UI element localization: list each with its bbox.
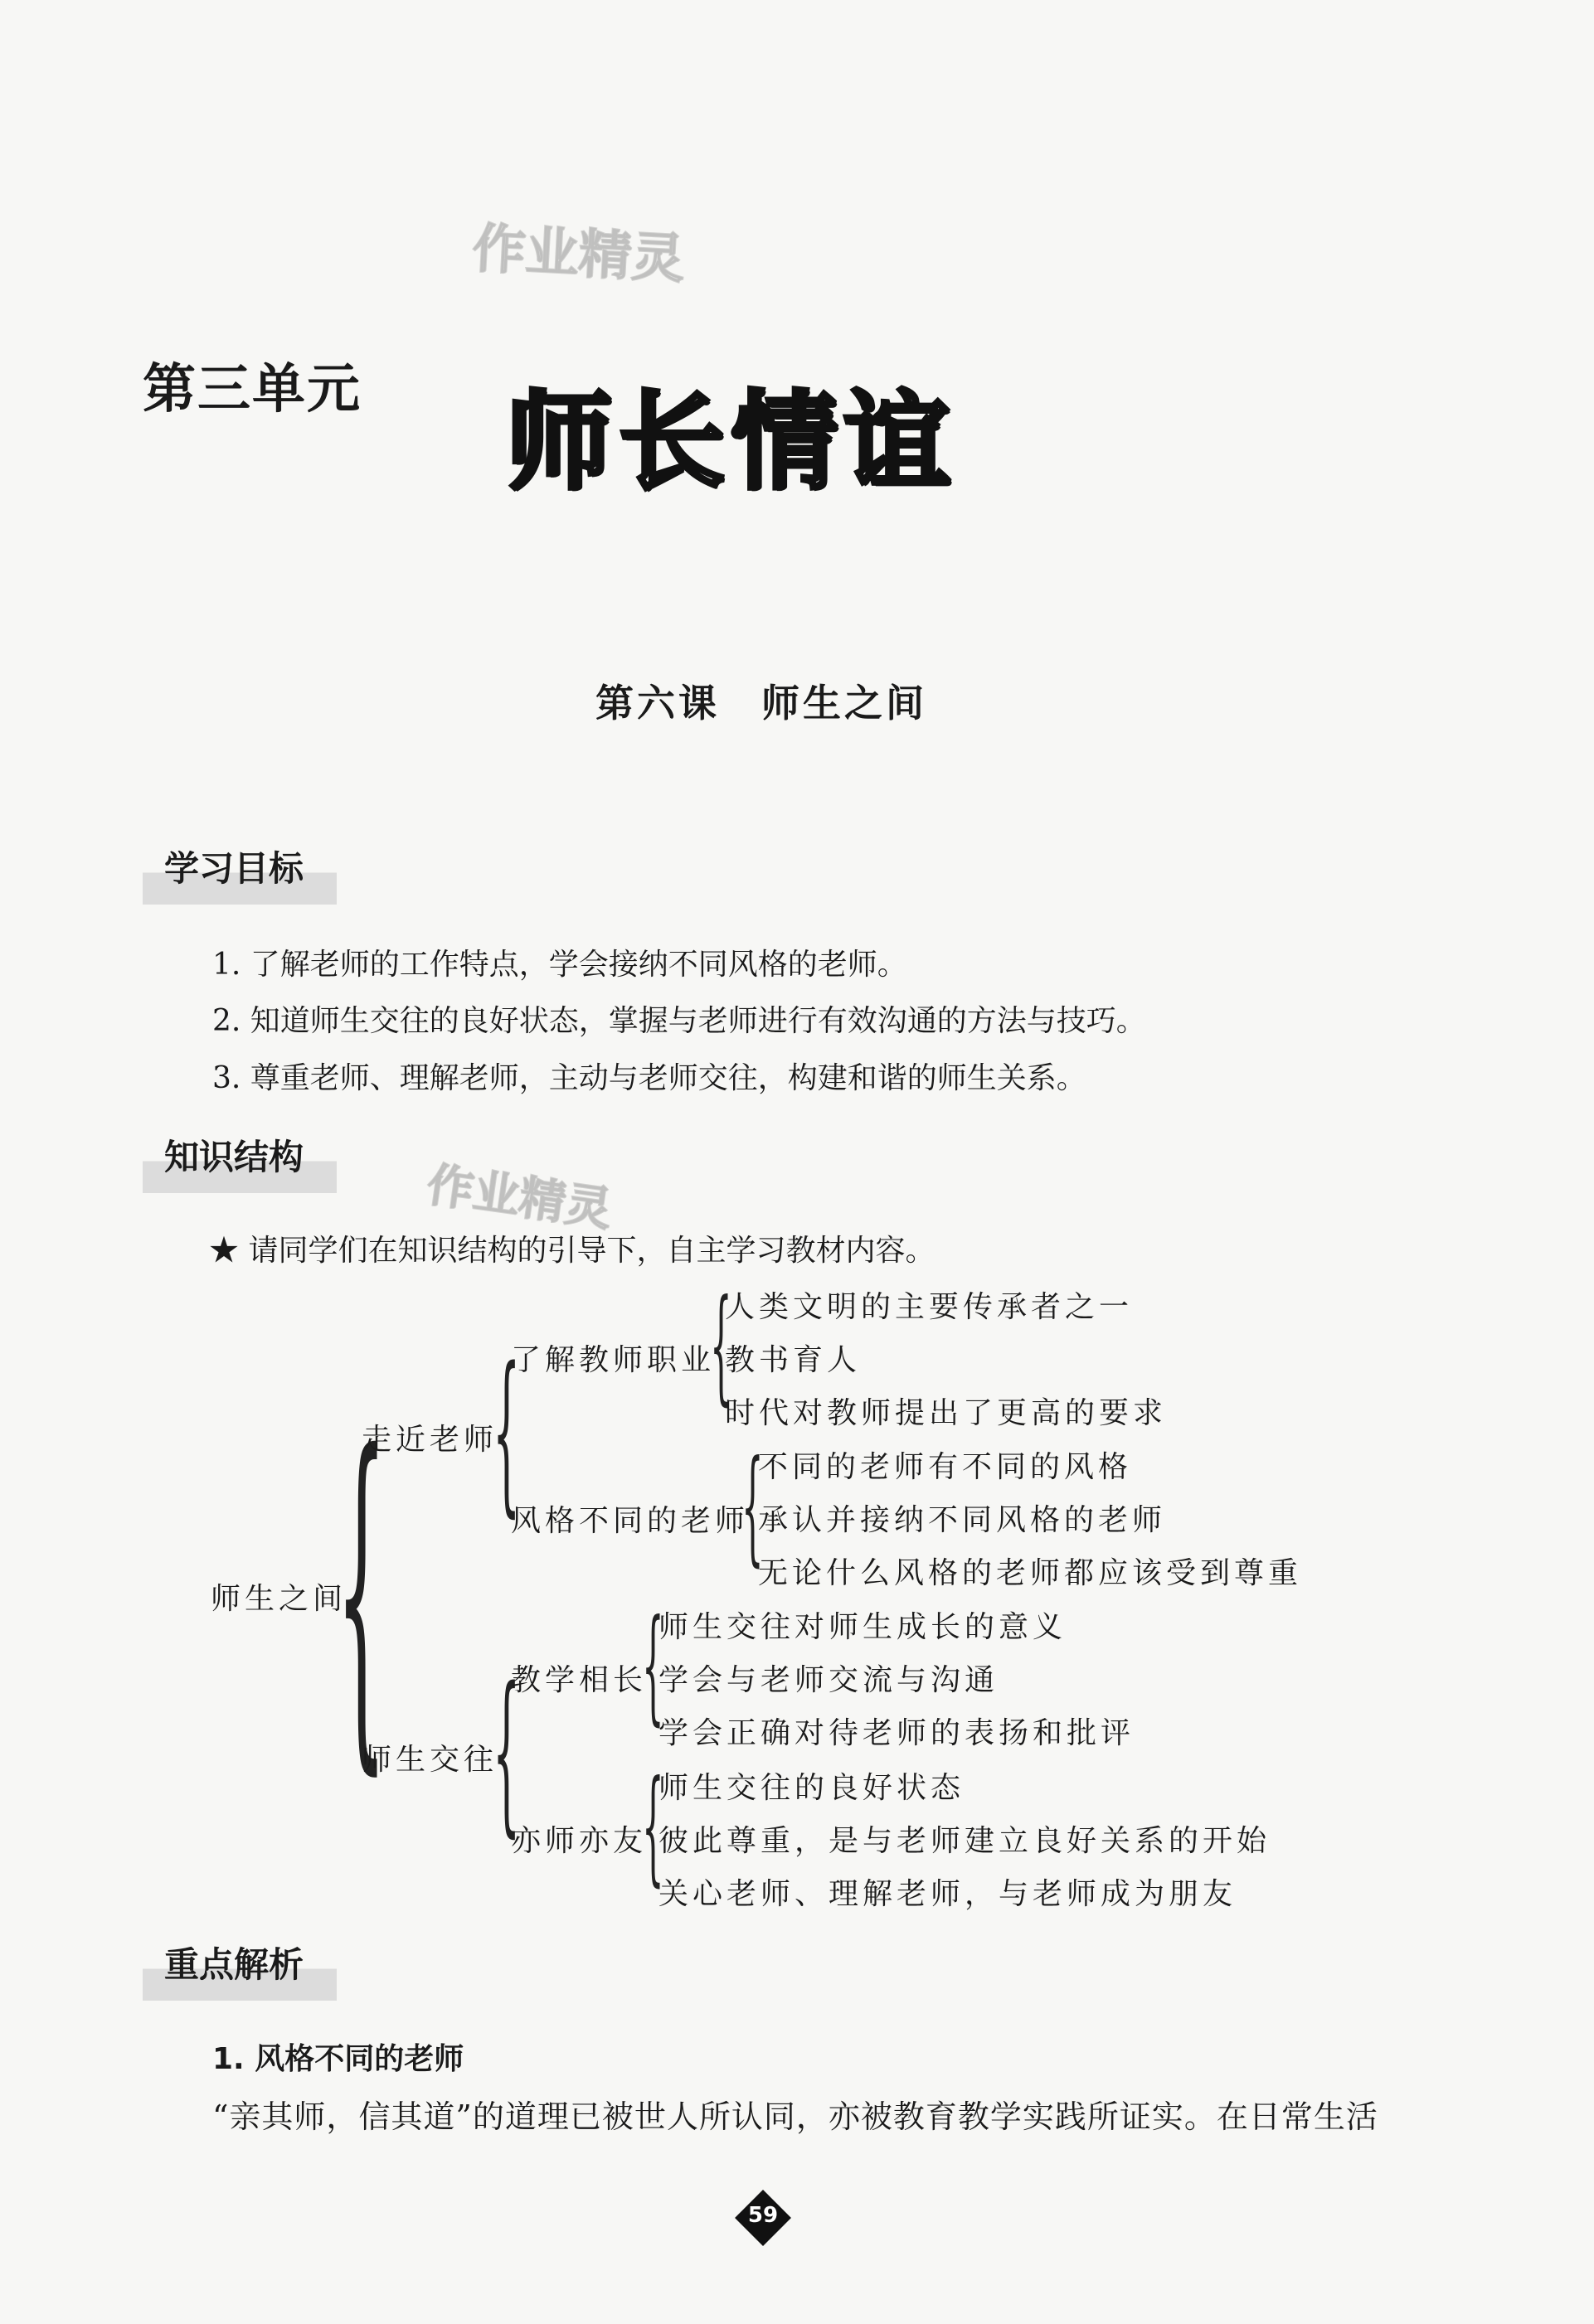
brace: { [710, 1274, 732, 1418]
brace: { [336, 1380, 387, 1804]
mind-leaf: 学会与老师交流与沟通 [658, 1663, 999, 1697]
lesson-title: 第六课 师生之间 [595, 681, 927, 725]
mind-leaf: 师生交往对师生成长的意义 [658, 1610, 1067, 1644]
brace: { [642, 1754, 664, 1899]
mind-leaf: 时代对教师提出了更高的要求 [725, 1396, 1168, 1430]
section-heading-goals: 学习目标 [143, 833, 337, 905]
unit-title: 师长情谊 [506, 381, 958, 504]
brace: { [741, 1434, 764, 1579]
mind-node: 教学相长 [511, 1663, 648, 1697]
goal-item: 1. 了解老师的工作特点，学会接纳不同风格的老师。 [212, 948, 907, 982]
watermark: 作业精灵 [423, 1157, 615, 1238]
mind-leaf: 无论什么风格的老师都应该受到尊重 [758, 1556, 1303, 1590]
section-heading-analysis: 重点解析 [143, 1929, 337, 2001]
mind-node: 风格不同的老师 [511, 1504, 750, 1538]
analysis-subheading: 1. 风格不同的老师 [212, 2042, 464, 2076]
page-number-badge [736, 2191, 790, 2244]
unit-label: 第三单元 [143, 359, 362, 420]
brace: { [642, 1594, 664, 1738]
mind-root: 师生之间 [211, 1582, 347, 1616]
goal-item: 2. 知道师生交往的良好状态，掌握与老师进行有效沟通的方法与技巧。 [212, 1004, 1146, 1038]
structure-intro: ★ 请同学们在知识结构的引导下，自主学习教材内容。 [209, 1234, 936, 1268]
page-number: 59 [747, 2203, 779, 2228]
mind-leaf: 师生交往的良好状态 [658, 1771, 965, 1805]
section-heading-structure: 知识结构 [143, 1122, 337, 1193]
brace: { [493, 1650, 521, 1853]
brace: { [493, 1330, 521, 1533]
watermark: 作业精灵 [470, 218, 687, 291]
mind-leaf: 学会正确对待老师的表扬和批评 [658, 1716, 1135, 1750]
mind-leaf: 人类文明的主要传承者之一 [725, 1290, 1134, 1324]
mind-leaf: 彼此尊重，是与老师建立良好关系的开始 [658, 1824, 1271, 1858]
mind-branch: 走近老师 [362, 1423, 498, 1457]
mind-leaf: 教书育人 [725, 1343, 862, 1377]
analysis-paragraph: “亲其师，信其道”的道理已被世人所认同，亦被教育教学实践所证实。在日常生活 [212, 2098, 1378, 2135]
mind-branch: 师生交往 [362, 1743, 498, 1777]
mind-leaf: 不同的老师有不同的风格 [758, 1450, 1133, 1484]
mind-leaf: 关心老师、理解老师，与老师成为朋友 [658, 1877, 1237, 1911]
mind-node: 亦师亦友 [511, 1824, 648, 1858]
mind-leaf: 承认并接纳不同风格的老师 [758, 1503, 1167, 1537]
mind-node: 了解教师职业 [511, 1343, 716, 1377]
goal-item: 3. 尊重老师、理解老师，主动与老师交往，构建和谐的师生关系。 [212, 1061, 1086, 1095]
